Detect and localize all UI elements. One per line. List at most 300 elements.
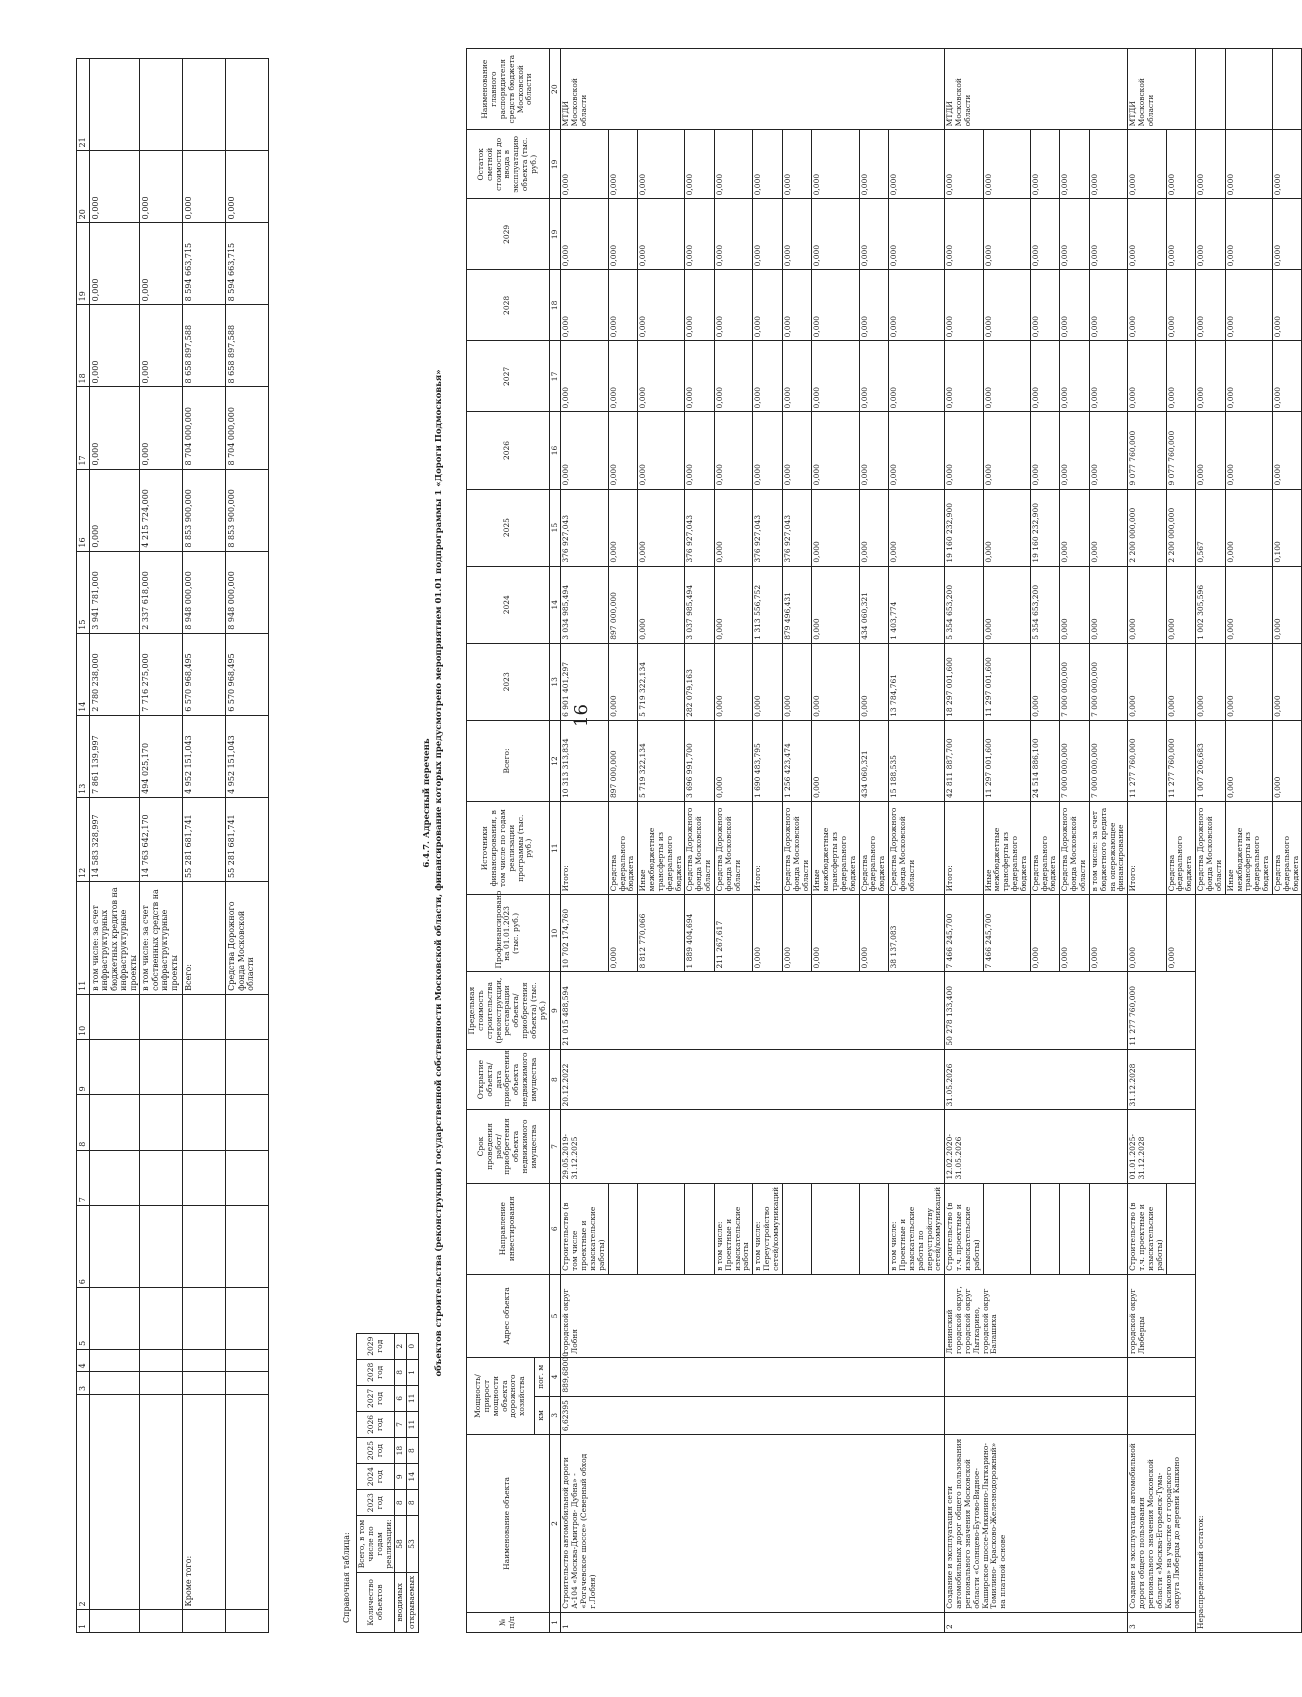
table-cell [90, 1372, 140, 1395]
opening-date: 31.12.2028 [1128, 1049, 1196, 1110]
cost-limit: 50 278 133,400 [945, 972, 1128, 1049]
table-cell: 8 594 663,715 [183, 223, 226, 305]
amount-cell: 0,000 [1272, 720, 1302, 801]
amount-cell: 0,000 [1272, 412, 1302, 489]
amount-cell: 0,000 [1225, 199, 1272, 270]
amount-cell: 0,000 [1089, 412, 1127, 489]
amount-cell: 0,000 [714, 489, 752, 566]
table-cell: 8 [395, 1359, 407, 1385]
amount-cell: 897 000,000 [608, 566, 638, 643]
table-cell: 8 704 000,000 [226, 387, 269, 469]
table-row [945, 49, 983, 1633]
table-cell: в том числе: за счет инфраструктурных бюджетных кредитов на инфраструктурные проекты [90, 881, 140, 994]
amount-cell: 0,000 [1225, 643, 1272, 720]
column-header: 2025 год [357, 1438, 395, 1464]
table-cell [140, 994, 183, 1039]
col-number: 14 [77, 633, 90, 715]
financed-amount: 7 466 245,700 [983, 895, 1030, 972]
table-cell: 0,000 [226, 151, 269, 223]
amount-cell: 0,000 [1089, 341, 1127, 412]
amount-cell: 0,000 [782, 412, 812, 489]
column-header: 2028 [467, 270, 550, 341]
amount-cell: 1 313 556,752 [753, 566, 783, 643]
table-cell: 8 [395, 1490, 407, 1516]
ref-table-caption: Справочная таблица: [342, 1532, 351, 1623]
amount-cell: 0,000 [1225, 720, 1272, 801]
amount-cell: 0,000 [983, 199, 1030, 270]
table-cell [140, 1610, 183, 1633]
amount-cell: 0,000 [1089, 489, 1127, 566]
investment-direction [1030, 1183, 1060, 1274]
table-cell [183, 994, 226, 1039]
table-row [1196, 49, 1226, 1633]
table-cell: 494 025,170 [140, 715, 183, 797]
investment-direction [1166, 1183, 1196, 1274]
funding-source: Средства Дорожного фонда Московской области [685, 802, 715, 895]
amount-cell: 0,000 [608, 199, 638, 270]
column-header: 2028 год [357, 1359, 395, 1385]
column-header: Адрес объекта [467, 1274, 550, 1357]
table-cell: 8 [407, 1438, 419, 1464]
amount-cell: 19 160 232,900 [1030, 489, 1060, 566]
investment-direction: в том числе: Проектные и изыскательские работы [714, 1183, 752, 1274]
amount-cell: 0,000 [859, 130, 889, 199]
col-number: 20 [77, 151, 90, 223]
amount-cell: 0,000 [1225, 566, 1272, 643]
table-cell [140, 1039, 183, 1094]
funding-source: Иные межбюджетные трансферты из федерального бюджета [638, 802, 685, 895]
table-cell: 4 215 724,000 [140, 469, 183, 551]
table-row [395, 1333, 407, 1632]
work-term: 12.02.2020- 31.05.2026 [945, 1110, 1128, 1183]
cost-limit: 11 277 760,000 [1128, 972, 1196, 1049]
amount-cell: 0,000 [1225, 130, 1272, 199]
amount-cell: 0,000 [859, 643, 889, 720]
table-cell [140, 1372, 183, 1395]
col-number: 17 [549, 341, 561, 412]
col-number: 10 [549, 895, 561, 972]
amount-cell: 0,000 [1272, 270, 1302, 341]
amount-cell: 0,000 [1272, 130, 1302, 199]
column-header: 2023 год [357, 1490, 395, 1516]
amount-cell: 0,000 [714, 412, 752, 489]
table-cell [140, 1288, 183, 1350]
amount-cell: 282 079,163 [685, 643, 715, 720]
column-header: 2023 [467, 643, 550, 720]
amount-cell: 0,000 [685, 341, 715, 412]
capacity-m: 889,68000 [561, 1358, 945, 1397]
amount-cell: 0,000 [1128, 199, 1166, 270]
col-number: 11 [77, 881, 90, 994]
financed-amount: 7 466 245,700 [945, 895, 983, 972]
column-header: пог. м [535, 1358, 549, 1397]
col-number: 19 [77, 223, 90, 305]
amount-cell: 0,000 [1030, 643, 1060, 720]
amount-cell: 0,000 [1225, 412, 1272, 489]
object-address: городской округ Лобня [561, 1274, 945, 1357]
table-cell [183, 1095, 226, 1150]
column-header: 2026 год [357, 1411, 395, 1437]
funding-source: Средства Дорожного фонда Московской области [782, 802, 812, 895]
amount-cell: 0,000 [983, 489, 1030, 566]
amount-cell: 0,000 [714, 720, 752, 801]
amount-cell: 0,000 [945, 341, 983, 412]
table-cell: 8 853 900,000 [226, 469, 269, 551]
table-cell: 6 570 968,495 [226, 633, 269, 715]
amount-cell: 0,000 [1060, 270, 1090, 341]
amount-cell: 3 034 985,494 [561, 566, 608, 643]
column-header: Открытие объекта/ дата приобретения объекта недвижимого имущества [467, 1049, 550, 1110]
object-number: 1 [561, 1612, 945, 1632]
amount-cell: 0,000 [753, 412, 783, 489]
table-cell: 7 861 139,997 [90, 715, 140, 797]
header-row [467, 49, 535, 1633]
table-cell: 11 [407, 1411, 419, 1437]
amount-cell: 1 690 483,795 [753, 720, 783, 801]
amount-cell: 0,000 [561, 130, 608, 199]
amount-cell: 7 000 000,000 [1060, 720, 1090, 801]
table-cell: 0,000 [140, 387, 183, 469]
table-cell: 6 570 968,495 [183, 633, 226, 715]
amount-cell: 0,000 [812, 720, 859, 801]
table-cell: 8 [407, 1490, 419, 1516]
table-row [407, 1333, 419, 1632]
amount-cell: 0,000 [561, 270, 608, 341]
capacity-km [1128, 1396, 1196, 1435]
amount-cell: 0,000 [714, 130, 752, 199]
investment-direction: в том числе: Проектные и изыскательские работы по переустройству сетей/коммуникаций [889, 1183, 945, 1274]
table-cell: 55 281 681,741 [226, 797, 269, 881]
table-cell [140, 59, 183, 152]
amount-cell: 0,100 [1272, 489, 1302, 566]
amount-cell: 0,000 [638, 199, 685, 270]
col-number: 6 [77, 1206, 90, 1288]
table-cell [140, 1095, 183, 1150]
amount-cell: 0,000 [714, 341, 752, 412]
table-cell: 7 716 275,000 [140, 633, 183, 715]
col-number: 14 [549, 566, 561, 643]
amount-cell: 0,000 [812, 130, 859, 199]
financed-amount: 0,000 [1128, 895, 1166, 972]
amount-cell: 0,000 [1060, 412, 1090, 489]
table-cell [90, 1039, 140, 1094]
investment-direction: Строительство (в т.ч. проектные и изыскательские работы) [1128, 1183, 1166, 1274]
table-cell: 9 [395, 1464, 407, 1490]
amount-cell: 9 077 760,000 [1166, 412, 1196, 489]
table-cell [226, 1372, 269, 1395]
amount-cell: 0,000 [859, 270, 889, 341]
amount-cell: 0,000 [714, 199, 752, 270]
table-cell: 14 763 642,170 [140, 797, 183, 881]
col-number: 18 [549, 270, 561, 341]
main-subtitle: объектов строительства (реконструкции) государственной собственности Московской области, финансирование которых предусмотрено мероприятием 01.01 подпрограммы 1 «Дороги Подмосковья» [434, 369, 444, 1377]
funding-source: Итого: [945, 802, 983, 895]
amount-cell: 0,000 [782, 270, 812, 341]
amount-cell: 376 927,043 [561, 489, 608, 566]
amount-cell: 0,000 [685, 412, 715, 489]
financed-amount: 211 267,617 [714, 895, 752, 972]
amount-cell: 0,000 [859, 341, 889, 412]
funding-source: Итого: [561, 802, 608, 895]
amount-cell: 376 927,043 [685, 489, 715, 566]
funding-source: Итого: [753, 802, 783, 895]
table-row [183, 59, 226, 1633]
amount-cell: 0,000 [945, 199, 983, 270]
table-cell: 53 [407, 1516, 419, 1572]
amount-cell: 0,000 [812, 489, 859, 566]
page-number: 16 [570, 704, 592, 727]
col-number: 20 [549, 49, 561, 130]
table-cell [183, 1349, 226, 1372]
column-header: Остаток сметной стоимости до ввода в эксплуатацию объекта (тыс. руб.) [467, 130, 550, 199]
amount-cell: 15 188,535 [889, 720, 945, 801]
investment-direction [638, 1183, 685, 1274]
investment-direction [812, 1183, 859, 1274]
amount-cell: 0,000 [638, 566, 685, 643]
amount-cell: 0,000 [889, 412, 945, 489]
table-cell: 11 [407, 1385, 419, 1411]
table-cell: 8 658 897,588 [183, 305, 226, 387]
col-number: 17 [77, 387, 90, 469]
financed-amount: 38 137,083 [889, 895, 945, 972]
work-term: 01.01.2025- 31.12.2028 [1128, 1110, 1196, 1183]
amount-cell: 0,000 [782, 130, 812, 199]
funding-source: Средства федерального бюджета [608, 802, 638, 895]
amount-cell: 42 811 887,700 [945, 720, 983, 801]
amount-cell: 24 514 886,100 [1030, 720, 1060, 801]
table-cell [226, 1150, 269, 1205]
col-number: 13 [77, 715, 90, 797]
financed-amount: 0,000 [753, 895, 783, 972]
amount-cell: 5 719 322,134 [638, 643, 685, 720]
continuation-table [76, 58, 269, 1633]
object-number: 3 [1128, 1612, 1196, 1632]
amount-cell: 0,000 [812, 412, 859, 489]
amount-cell: 0,000 [1030, 130, 1060, 199]
table-cell: 0,000 [140, 305, 183, 387]
table-cell: 2 780 238,000 [90, 633, 140, 715]
funding-source: Средства Дорожного фонда Московской области [714, 802, 752, 895]
amount-cell: 5 719 322,134 [638, 720, 685, 801]
amount-cell: 0,000 [608, 341, 638, 412]
amount-cell: 0,000 [983, 566, 1030, 643]
investment-direction [1060, 1183, 1090, 1274]
col-number: 1 [77, 1610, 90, 1633]
table-cell [90, 1288, 140, 1350]
address-list-table [466, 48, 1302, 1633]
column-header: Источники финансирования, в том числе по годам реализации программы (тыс. руб.) [467, 802, 550, 895]
table-cell [1272, 49, 1302, 130]
table-cell [1225, 49, 1272, 130]
work-term: 29.05.2019- 31.12.2025 [561, 1110, 945, 1183]
table-cell [226, 1394, 269, 1609]
funding-source: Средства федерального бюджета [1166, 802, 1196, 895]
amount-cell: 434 060,321 [859, 566, 889, 643]
amount-cell: 0,000 [859, 489, 889, 566]
col-number-row [77, 59, 90, 1633]
table-cell [226, 994, 269, 1039]
table-cell: в том числе: за счет собственных средств на инфраструктурные проекты [140, 881, 183, 994]
funding-source: Средства федерального бюджета [859, 802, 889, 895]
table-cell: 14 583 328,997 [90, 797, 140, 881]
amount-cell: 0,000 [889, 130, 945, 199]
column-header: Количество объектов [357, 1572, 395, 1632]
amount-cell: 879 496,431 [782, 566, 812, 643]
amount-cell: 0,000 [638, 412, 685, 489]
amount-cell: 0,000 [1030, 341, 1060, 412]
financed-amount: 8 812 770,066 [638, 895, 685, 972]
column-header: Профинансировано на 01.01.2023 (тыс. руб.) [467, 895, 550, 972]
amount-cell: 0,000 [1225, 489, 1272, 566]
amount-cell: 0,000 [782, 199, 812, 270]
funding-source: Иные межбюджетные трансферты из федерального бюджета [812, 802, 859, 895]
column-header: Наименование объекта [467, 1435, 550, 1613]
col-number: 16 [549, 412, 561, 489]
opening-date: 20.12.2022 [561, 1049, 945, 1110]
col-number: 11 [549, 802, 561, 895]
amount-cell: 0,000 [561, 341, 608, 412]
column-header: Наименование главного распорядителя средств бюджета Московской области [467, 49, 550, 130]
amount-cell: 11 277 760,000 [1166, 720, 1196, 801]
investment-direction [1089, 1183, 1127, 1274]
amount-cell: 376 927,043 [753, 489, 783, 566]
capacity-km [945, 1396, 1128, 1435]
table-cell: 8 948 000,000 [226, 551, 269, 633]
col-number: 4 [549, 1358, 561, 1397]
col-number: 19 [549, 130, 561, 199]
amount-cell: 0,000 [1128, 643, 1166, 720]
amount-cell: 0,000 [1166, 199, 1196, 270]
amount-cell: 0,000 [812, 643, 859, 720]
amount-cell: 0,000 [983, 130, 1030, 199]
amount-cell: 0,000 [1060, 566, 1090, 643]
table-cell: 6 [395, 1385, 407, 1411]
column-header: 2027 год [357, 1385, 395, 1411]
budget-administrator: МТДИ Московской области [945, 49, 1128, 130]
table-row [140, 59, 183, 1633]
amount-cell: 0,000 [1089, 199, 1127, 270]
amount-cell: 897 000,000 [608, 720, 638, 801]
amount-cell: 0,000 [753, 130, 783, 199]
amount-cell: 0,000 [561, 412, 608, 489]
table-cell [183, 1610, 226, 1633]
amount-cell: 376 927,043 [782, 489, 812, 566]
amount-cell: 0,000 [1196, 199, 1226, 270]
amount-cell: 2 200 000,000 [1166, 489, 1196, 566]
table-cell [183, 1039, 226, 1094]
column-header: 2025 [467, 489, 550, 566]
amount-cell: 0,000 [638, 270, 685, 341]
table-cell: 0,000 [140, 151, 183, 223]
amount-cell: 0,000 [859, 412, 889, 489]
amount-cell: 0,000 [1089, 270, 1127, 341]
col-number: 21 [77, 59, 90, 152]
table-cell [90, 994, 140, 1039]
amount-cell: 18 297 001,600 [945, 643, 983, 720]
table-cell [90, 1150, 140, 1205]
amount-cell: 0,000 [1225, 341, 1272, 412]
table-cell [140, 1349, 183, 1372]
amount-cell: 1 002 305,596 [1196, 566, 1226, 643]
table-cell: 0,000 [90, 151, 140, 223]
col-number: 10 [77, 994, 90, 1039]
amount-cell: 0,000 [685, 270, 715, 341]
investment-direction [685, 1183, 715, 1274]
amount-cell: 0,000 [1166, 270, 1196, 341]
amount-cell: 0,000 [812, 199, 859, 270]
amount-cell: 0,000 [1166, 566, 1196, 643]
amount-cell: 0,000 [1272, 341, 1302, 412]
table-cell [226, 1610, 269, 1633]
table-cell [90, 1206, 140, 1288]
table-cell: Кроме того: [183, 1394, 226, 1609]
table-row [226, 59, 269, 1633]
amount-cell: 0,000 [753, 270, 783, 341]
amount-cell: 0,000 [1128, 130, 1166, 199]
funding-source: Средства Дорожного фонда Московской области [889, 802, 945, 895]
col-number: 1 [549, 1612, 561, 1632]
column-header: 2024 год [357, 1464, 395, 1490]
amount-cell: 0,000 [638, 489, 685, 566]
amount-cell: 0,000 [812, 341, 859, 412]
amount-cell: 13 784,761 [889, 643, 945, 720]
col-number: 3 [549, 1396, 561, 1435]
col-number: 15 [549, 489, 561, 566]
table-cell [226, 1206, 269, 1288]
col-number: 8 [549, 1049, 561, 1110]
amount-cell: 0,000 [608, 489, 638, 566]
amount-cell: 0,000 [1060, 489, 1090, 566]
amount-cell: 7 000 000,000 [1089, 720, 1127, 801]
amount-cell: 0,000 [1060, 130, 1090, 199]
col-number: 16 [77, 469, 90, 551]
table-cell [90, 1095, 140, 1150]
table-row [90, 59, 140, 1633]
amount-cell: 0,000 [1272, 643, 1302, 720]
table-cell [183, 1150, 226, 1205]
table-cell: 0,000 [90, 469, 140, 551]
amount-cell: 0,000 [812, 566, 859, 643]
amount-cell: 9 077 760,000 [1128, 412, 1166, 489]
capacity-m [1128, 1358, 1196, 1397]
amount-cell: 0,000 [859, 199, 889, 270]
amount-cell: 5 354 653,200 [1030, 566, 1060, 643]
amount-cell: 0,000 [753, 341, 783, 412]
amount-cell: 0,000 [1166, 643, 1196, 720]
amount-cell: 0,000 [945, 412, 983, 489]
amount-cell: 0,000 [889, 270, 945, 341]
column-header: км [535, 1396, 549, 1435]
financed-amount: 1 889 404,694 [685, 895, 715, 972]
col-number: 2 [77, 1394, 90, 1609]
funding-source: Средства Дорожного фонда Московской области [1196, 802, 1226, 895]
amount-cell: 0,000 [714, 270, 752, 341]
col-number: 9 [77, 1039, 90, 1094]
amount-cell: 2 200 000,000 [1128, 489, 1166, 566]
amount-cell: 0,000 [561, 199, 608, 270]
object-name: Создание и эксплуатация сети автомобильных дорог общего пользования регионального значения Московской области «Солнцево-Бутово-Видное-Каширское шоссе-Мякинино-Лыткарино-Томилино- Красково-Железнодорожный» на платной основе [945, 1435, 1128, 1613]
capacity-km: 6,62395 [561, 1396, 945, 1435]
table-cell [90, 59, 140, 152]
table-row [561, 49, 608, 1633]
amount-cell: 0,000 [685, 130, 715, 199]
financed-amount: 0,000 [1166, 895, 1196, 972]
col-number: 4 [77, 1349, 90, 1372]
funding-source: Итого: [1128, 802, 1166, 895]
amount-cell: 0,000 [638, 341, 685, 412]
table-cell [140, 1394, 183, 1609]
amount-cell: 0,000 [1089, 566, 1127, 643]
